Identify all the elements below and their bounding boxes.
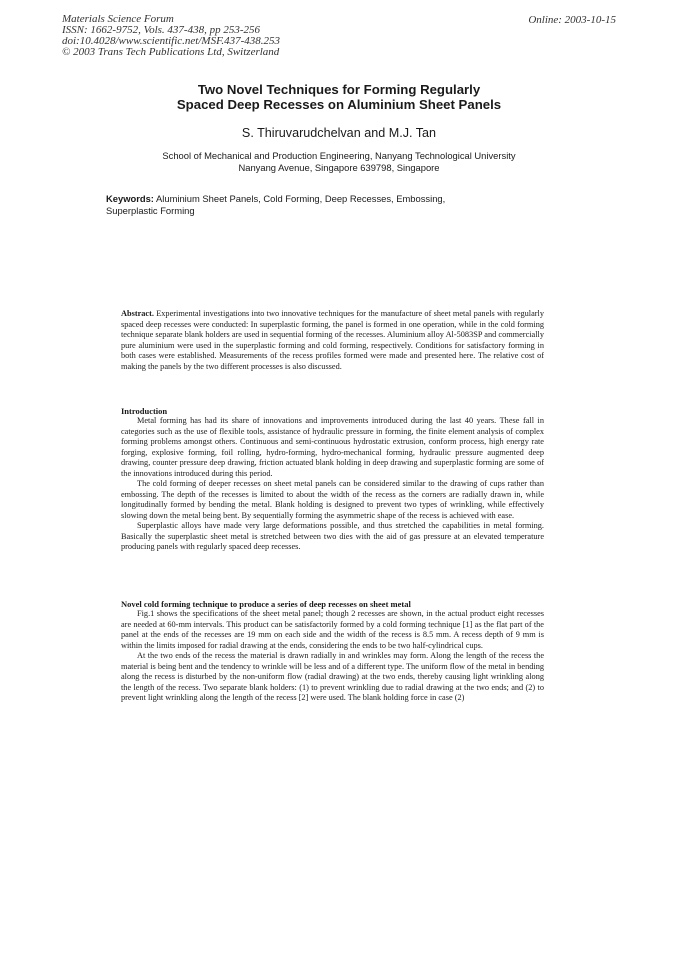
keywords-text: Aluminium Sheet Panels, Cold Forming, Deep Recesses, Embossing, Superplastic Forming bbox=[106, 193, 446, 216]
introduction-body bbox=[121, 416, 544, 553]
authors: S. Thiruvarudchelvan and M.J. Tan bbox=[241, 126, 437, 140]
affiliation-line-1: School of Mechanical and Production Engineering, Nanyang Technological University bbox=[162, 150, 516, 161]
section2-body bbox=[121, 609, 544, 704]
title-line-2: Spaced Deep Recesses on Aluminium Sheet Panels bbox=[176, 97, 502, 112]
title-line-1: Two Novel Techniques for Forming Regularly bbox=[197, 82, 481, 97]
keywords-label: Keywords: bbox=[106, 193, 154, 204]
online-date: Online: 2003-10-15 bbox=[528, 14, 616, 26]
journal-header bbox=[62, 14, 280, 58]
affiliation-line-2: Nanyang Avenue, Singapore 639798, Singapore bbox=[238, 162, 440, 173]
keywords bbox=[106, 193, 496, 216]
journal-name: Materials Science Forum bbox=[62, 13, 174, 25]
introduction-heading: Introduction bbox=[121, 406, 168, 416]
copyright-line: © 2003 Trans Tech Publications Ltd, Switzerland bbox=[62, 46, 280, 58]
intro-paragraph-1: Metal forming has had its share of innovations and improvements introduced during the last 40 years. These fall in categories such as the use of flexible tools, assistance of hydraulic pressure in forming, the finite element analysis of complex forming problems amongst others. Continuous and semi-continuous hydrostatic extrusion, conform process, high energy rate forging, explosive forming, foil rolling, hydro-forming, hydro-mechanical forming, hydraulic pressure augmented deep drawing, counter pressure deep drawing, friction actuated blank holding in deep drawing and superplastic forming are some of the innovations introduced during this period. bbox=[121, 416, 544, 478]
abstract-text: Experimental investigations into two innovative techniques for the manufacture of sheet metal panels with regularly spaced deep recesses were conducted: In superplastic forming, the panel is formed in one operation, while in the cold forming technique separate blank holders are used in sequential forming of the recesses. Aluminium alloy Al-5083SP and commercially pure aluminium were used in the superplastic forming and cold forming, respectively. Conditions for satisfactory forming in both cases were established. Measurements of the recess profiles formed were made and presented here. The relative cost of making the panels by the two different processes is also discussed. bbox=[121, 309, 545, 371]
abstract bbox=[121, 309, 544, 372]
section2-paragraph-1: Fig.1 shows the specifications of the sheet metal panel; though 2 recesses are shown, in the actual product eight recesses are needed at 60-mm intervals. This product can be satisfactorily formed by a cold forming technique [1] as the flat part of the panel at the ends of the recesses are 19 mm on each side and the width of the recess is 8.5 mm. A recess depth of 9 mm is within the limits imposed for radial drawing at the ends, considering the ends to be two half-cylindrical cups. bbox=[121, 609, 544, 650]
intro-paragraph-2: The cold forming of deeper recesses on sheet metal panels can be considered similar to the drawing of cups rather than embossing. The depth of the recesses is limited to about the width of the recess as the corners are radially drawn in, while longitudinally formed by bending the metal. Blank holding is designed to prevent two types of wrinkling, while effectively slowing down the metal being bent. By sequentially forming the asymmetric shape of the recess is achieved with ease. bbox=[121, 479, 544, 520]
abstract-label: Abstract. bbox=[121, 309, 154, 318]
paper-title bbox=[0, 82, 678, 112]
section2-paragraph-2: At the two ends of the recess the material is drawn radially in and wrinkles may form. Along the length of the recess the material is being bent and the tendency to wrinkle will be less and of a different type. The uniform flow of the metal in bending along the recess is disturbed by the non-uniform flow (radial drawing) at the two ends, thereby causing light wrinkling along the length of the recess. Two separate blank holders: (1) to prevent wrinkling due to radial drawing at the two ends; and (2) to prevent light wrinkling along the length of the recess [2] were used. The blank holding force in case (2) bbox=[121, 651, 544, 702]
intro-paragraph-3: Superplastic alloys have made very large deformations possible, and thus stretched the capabilities in metal forming. Basically the superplastic sheet metal is stretched between two dies with the aid of gas pressure at an elevated temperature producing panels with regularly spaced deep recesses. bbox=[121, 521, 544, 551]
section2-heading: Novel cold forming technique to produce a series of deep recesses on sheet metal bbox=[121, 599, 411, 609]
doi-line: doi:10.4028/www.scientific.net/MSF.437-438.253 bbox=[62, 35, 281, 47]
affiliation bbox=[0, 150, 678, 174]
issn-line: ISSN: 1662-9752, Vols. 437-438, pp 253-256 bbox=[62, 24, 260, 36]
